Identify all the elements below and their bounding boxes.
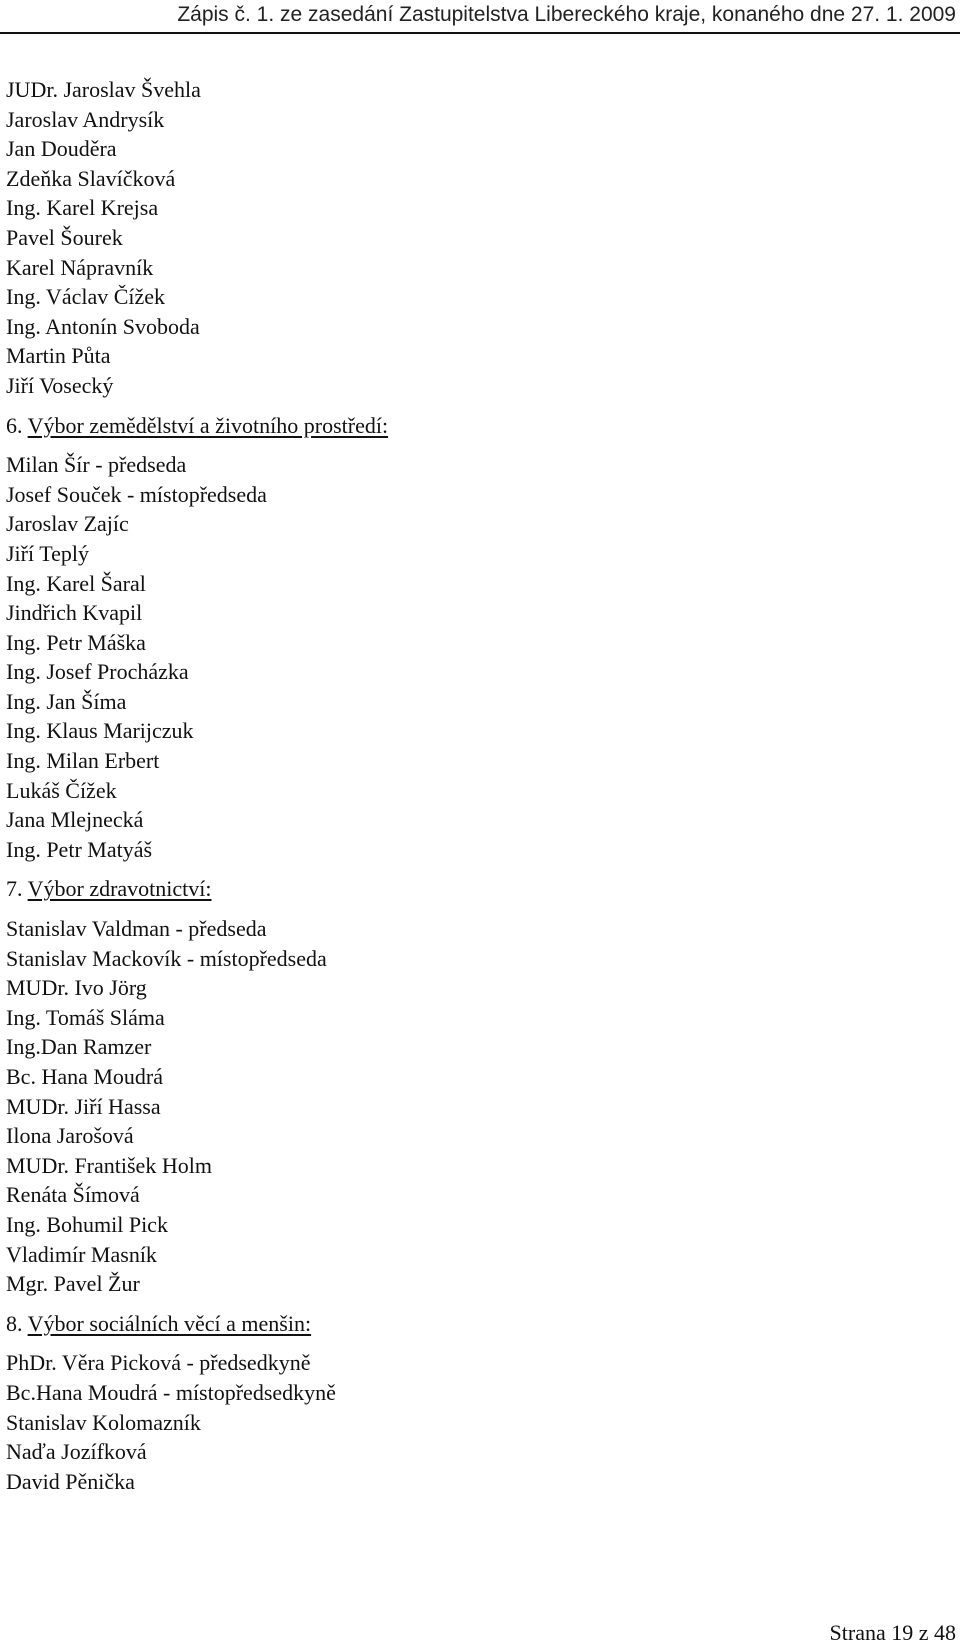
section-heading [6, 411, 946, 441]
section-title: Výbor zemědělství a životního prostředí: [27, 412, 389, 438]
list-item: Josef Souček - místopředseda [6, 481, 267, 507]
list-item: Stanislav Kolomazník [6, 1409, 201, 1435]
list-item: Ilona Jarošová [6, 1123, 134, 1149]
list-item: Naďa Jozífková [6, 1439, 147, 1465]
list-item: Jaroslav Andrysík [6, 106, 165, 132]
list-item: Jana Mlejnecká [6, 807, 144, 833]
list-item: Bc. Hana Moudrá [6, 1064, 164, 1089]
list-item: Ing. Karel Krejsa [6, 195, 159, 221]
list-item: Jiří Vosecký [6, 372, 114, 398]
section-number: 7. [6, 876, 23, 902]
section-heading [6, 1309, 946, 1339]
committee-section [6, 874, 946, 1298]
committee-section [6, 411, 946, 865]
section-title: Výbor zdravotnictví: [27, 876, 212, 902]
committee-section [6, 1309, 946, 1497]
list-item: PhDr. Věra Picková - předsedkyně [6, 1350, 311, 1376]
section-title: Výbor sociálních věcí a menšin: [27, 1310, 312, 1336]
document-title: Zápis č. 1. ze zasedání Zastupitelstva Libereckého kraje, konaného dne 27. 1. 2009 [177, 3, 956, 26]
section-heading [6, 874, 946, 904]
list-item: Stanislav Valdman - předseda [6, 916, 267, 942]
section-number: 6. [6, 412, 23, 438]
page-header [0, 0, 960, 40]
list-item: MUDr. Jiří Hassa [6, 1093, 161, 1119]
list-item: Ing. Václav Čížek [6, 284, 166, 310]
list-item: Jindřich Kvapil [6, 600, 143, 626]
list-item: Ing. Petr Matyáš [6, 836, 153, 862]
list-item: MUDr. Ivo Jörg [6, 975, 147, 1001]
list-item: Jiří Teplý [6, 540, 89, 566]
list-item: Lukáš Čížek [6, 777, 117, 803]
list-item: Mgr. Pavel Žur [6, 1271, 140, 1297]
member-list [6, 1348, 946, 1496]
list-item: Renáta Šímová [6, 1182, 140, 1208]
header-divider [0, 32, 960, 34]
list-item: Ing. Petr Máška [6, 629, 146, 655]
list-item: Ing.Dan Ramzer [6, 1034, 152, 1060]
section-number: 8. [6, 1310, 23, 1336]
document-body [6, 75, 946, 1496]
list-item: MUDr. František Holm [6, 1152, 212, 1178]
list-item: Ing. Josef Procházka [6, 659, 189, 685]
page-number: Strana 19 z 48 [829, 1620, 956, 1645]
list-item: Stanislav Mackovík - místopředseda [6, 945, 327, 971]
list-item: Ing. Klaus Marijczuk [6, 718, 194, 744]
committee-sections [6, 411, 946, 1497]
list-item: Jaroslav Zajíc [6, 511, 129, 537]
list-item: Jan Douděra [6, 136, 117, 162]
list-item: Ing. Milan Erbert [6, 748, 160, 774]
list-item: Zdeňka Slavíčková [6, 165, 176, 191]
list-item: Ing. Bohumil Pick [6, 1211, 168, 1237]
list-item: Milan Šír - předseda [6, 452, 187, 478]
list-item: David Pěnička [6, 1468, 135, 1494]
list-item: JUDr. Jaroslav Švehla [6, 77, 201, 102]
member-list [6, 450, 946, 864]
member-list [6, 914, 946, 1299]
list-item: Ing. Tomáš Sláma [6, 1004, 165, 1030]
list-item: Ing. Karel Šaral [6, 570, 146, 596]
list-item: Ing. Antonín Svoboda [6, 313, 200, 339]
list-item: Pavel Šourek [6, 224, 123, 250]
list-item: Bc.Hana Moudrá - místopředsedkyně [6, 1379, 336, 1405]
list-item: Vladimír Masník [6, 1241, 157, 1267]
list-item: Martin Půta [6, 343, 111, 369]
member-list-continued [6, 75, 946, 401]
list-item: Ing. Jan Šíma [6, 688, 127, 714]
list-item: Karel Nápravník [6, 254, 154, 280]
